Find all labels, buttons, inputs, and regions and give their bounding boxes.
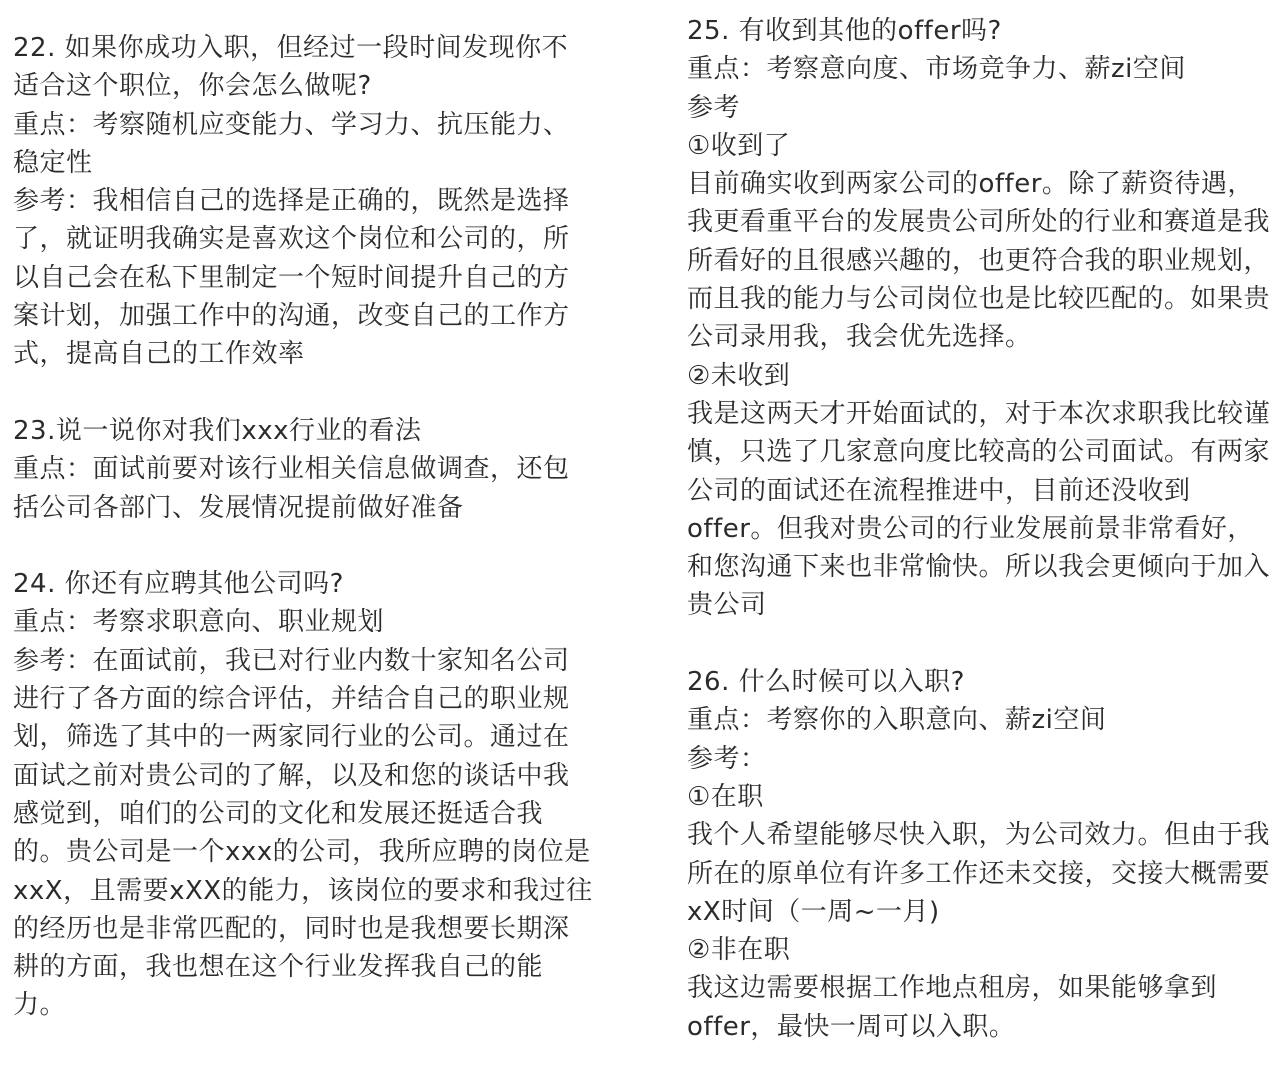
spacer (13, 374, 593, 412)
question-focus: 重点：考察你的入职意向、薪zi空间 (687, 705, 1107, 736)
question-focus: 重点：考察求职意向、职业规划 (13, 607, 385, 638)
question-title: 22. 如果你成功入职，但经过一段时间发现你不适合这个职位，你会怎么做呢? (13, 33, 569, 102)
question-reference: 参考：我相信自己的选择是正确的，既然是选择了，就证明我确实是喜欢这个岗位和公司的，所以自己会在私下里制定一个短时间提升自己的方案计划，加强工作中的沟通，改变自己的工作方式，提高自己的工作效率 (13, 186, 570, 370)
case-label: ②非在职 (687, 935, 791, 966)
left-column (13, 0, 593, 1025)
case-label: ①在职 (687, 781, 764, 812)
reference-label: 参考 (687, 92, 741, 123)
case-text: 我个人希望能够尽快入职，为公司效力。但由于我所在的原单位有许多工作还未交接，交接大概需要xX时间（一周~一月) (687, 820, 1271, 927)
right-column (687, 0, 1272, 1046)
case-text: 我这边需要根据工作地点租房，如果能够拿到offer，最快一周可以入职。 (687, 973, 1218, 1042)
case-label: ②未收到 (687, 360, 791, 391)
reference-label: 参考： (687, 743, 767, 774)
question-title: 25. 有收到其他的offer吗? (687, 16, 1002, 46)
question-title: 26. 什么时候可以入职? (687, 667, 965, 698)
question-25 (687, 12, 1272, 625)
spacer (687, 625, 1272, 663)
question-focus: 重点：考察随机应变能力、学习力、抗压能力、稳定性 (13, 109, 570, 178)
question-22 (13, 29, 593, 374)
case-label: ①收到了 (687, 130, 791, 161)
question-26 (687, 663, 1272, 1046)
question-title: 24. 你还有应聘其他公司吗? (13, 569, 344, 600)
question-title: 23.说一说你对我们xxx行业的看法 (13, 415, 422, 446)
case-text: 我是这两天才开始面试的，对于本次求职我比较谨慎，只选了几家意向度比较高的公司面试。有两家公司的面试还在流程推进中，目前还没收到offer。但我对贵公司的行业发展前景非常看好，和您沟通下来也非常愉快。所以我会更倾向于加入贵公司 (687, 398, 1271, 621)
spacer (13, 527, 593, 565)
question-focus: 重点：考察意向度、市场竞争力、薪zi空间 (687, 54, 1186, 85)
question-reference: 参考：在面试前，我已对行业内数十家知名公司进行了各方面的综合评估，并结合自己的职业规划，筛选了其中的一两家同行业的公司。通过在面试之前对贵公司的了解，以及和您的谈话中我感觉到，咱们的公司的文化和发展还挺适合我的。贵公司是一个xxx的公司，我所应聘的岗位是xxX，且需要xXX的能力，该岗位的要求和我过往的经历也是非常匹配的，同时也是我想要长期深耕的方面，我也想在这个行业发挥我自己的能力。 (13, 645, 593, 1021)
question-23 (13, 412, 593, 527)
case-text: 目前确实收到两家公司的offer。除了薪资待遇，我更看重平台的发展贵公司所处的行业和赛道是我所看好的且很感兴趣的，也更符合我的职业规划，而且我的能力与公司岗位也是比较匹配的。如果贵公司录用我，我会优先选择。 (687, 169, 1271, 353)
question-24 (13, 565, 593, 1025)
question-focus: 重点：面试前要对该行业相关信息做调查，还包括公司各部门、发展情况提前做好准备 (13, 454, 570, 523)
